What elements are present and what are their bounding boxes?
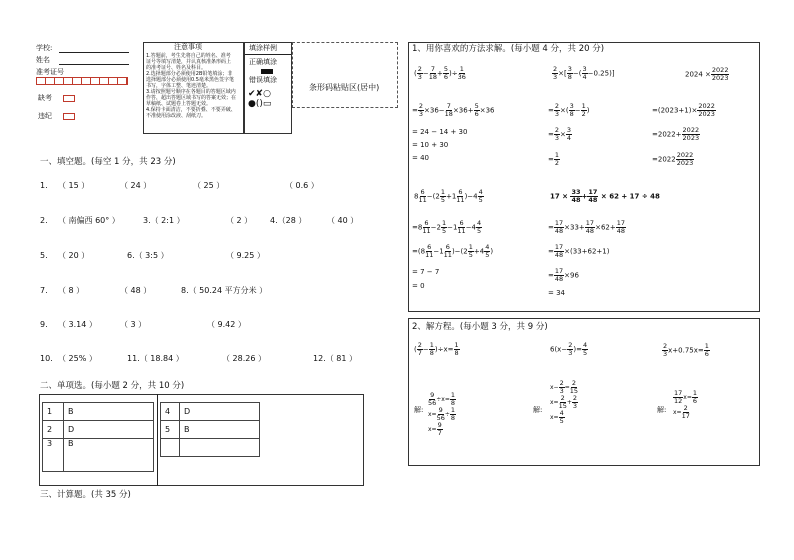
calc2-step3: = $\frac{1}{2}$ xyxy=(548,151,560,167)
section-choice-title: 二、单项选。(每小题 2 分，共 10 分) xyxy=(40,381,185,391)
q2-title: 2、解方程。(每小题 3 分，共 9 分) xyxy=(412,322,548,332)
fill-answer: 8.（ 50.24 平方分米 ） xyxy=(181,286,268,295)
calc1-step3: = 10 + 30 xyxy=(412,141,449,149)
barcode-label: 条形码粘贴区(居中) xyxy=(309,83,380,92)
choice-answer: B xyxy=(64,439,154,472)
choice-table-right xyxy=(160,402,260,457)
notice-line: 选择题部分必须使用0.5毫米黑色签字笔 xyxy=(146,77,234,83)
fill-answer: （ 9.42 ） xyxy=(207,320,246,329)
fill-answer: （ 25 ） xyxy=(193,181,225,190)
calc1-expression: ( $\frac{2}{3}$ − $\frac{7}{18}$ + $\frac{5}{6}$ )÷ $\frac{1}{36}$ xyxy=(414,65,466,81)
notice-line: 不准使用涂改液、刮纸刀。 xyxy=(146,113,207,119)
notice-box xyxy=(143,42,244,134)
fill-answer: 12.（ 81 ） xyxy=(313,354,357,363)
eq1-solve-label: 解: xyxy=(414,406,424,414)
q1-title: 1、用你喜欢的方法求解。(每小题 4 分，共 20 分) xyxy=(412,44,605,54)
calc3-step1: =(2023+1)× $\frac{2022}{2023}$ xyxy=(652,102,715,118)
notice-line: 3.请按照题号顺序在各题目的答题区域内 xyxy=(146,89,236,95)
choice-num: 5 xyxy=(161,421,180,439)
fill-row-label: 2. xyxy=(40,216,48,225)
correct-fill-label: 正确填涂 xyxy=(249,58,277,66)
notice-line: 2.选择题部分必须使用2B铅笔填涂；非 xyxy=(146,71,233,77)
circle-icon: ○ xyxy=(263,89,271,99)
barcode-area xyxy=(292,42,398,108)
choice-num: 1 xyxy=(43,403,64,421)
fill-row-label: 7. xyxy=(40,286,48,295)
fill-row-label: 5. xyxy=(40,251,48,260)
fill-row-label: 10. xyxy=(40,354,53,363)
notice-line: 作答，超出答题区域书写的答案无效；在 xyxy=(146,95,237,101)
fill-answer: （ 南偏西 60° ） xyxy=(58,216,120,225)
eq3-solution: $\frac{17}{12}$ x= $\frac{1}{6}$ x= $\frac{2}{17}$ xyxy=(673,389,697,420)
calc4-expression: 8 $\frac{6}{11}$ −(2 $\frac{1}{5}$ +1 $\frac{6}{11}$ )−4 $\frac{4}{5}$ xyxy=(414,188,483,204)
notice-title: 注意事项 xyxy=(174,43,202,51)
absent-label: 缺考 xyxy=(38,94,52,102)
eq2-solve-label: 解: xyxy=(533,406,543,414)
eq3-solve-label: 解: xyxy=(657,406,667,414)
calc5-step1: = $\frac{17}{48}$ ×33+ $\frac{17}{48}$ ×62+ $\frac{17}{48}$ xyxy=(548,219,625,235)
choice-answer xyxy=(180,439,260,457)
calc2-expression: $\frac{2}{3}$ ×[ $\frac{3}{8}$ −( $\frac{3}{4}$ −0.25)] xyxy=(553,65,615,81)
exam-no-grid xyxy=(36,77,128,85)
calc-answer-box xyxy=(408,42,760,312)
fill-answer: （ 48 ） xyxy=(120,286,152,295)
choice-num: 3 xyxy=(43,439,64,472)
wrong-fill-marks xyxy=(248,89,271,109)
calc1-step1: = $\frac{2}{3}$ ×36− $\frac{7}{18}$ ×36+ $\frac{5}{6}$ ×36 xyxy=(412,102,495,118)
calc4-step4: = 0 xyxy=(412,282,425,290)
calc3-expression: 2024 × $\frac{2022}{2023}$ xyxy=(685,66,729,82)
violation-checkbox[interactable] xyxy=(63,113,75,120)
fill-answer: 4.（28 ） xyxy=(270,216,307,225)
fill-answer: （ 15 ） xyxy=(58,181,90,190)
calc1-step2: = 24 − 14 + 30 xyxy=(412,128,468,136)
fill-answer: 6.（ 3:5 ） xyxy=(127,251,169,260)
filled-dot-icon: ● xyxy=(248,99,256,109)
calc3-step2: =2022+ $\frac{2022}{2023}$ xyxy=(652,126,700,142)
calc5-step2: = $\frac{17}{48}$ ×(33+62+1) xyxy=(548,243,610,259)
section-fill-title: 一、填空题。(每空 1 分，共 23 分) xyxy=(40,157,176,167)
choice-num xyxy=(161,439,180,457)
fill-answer: （ 25% ） xyxy=(58,354,97,363)
notice-line: 4.保持卡面清洁，不要折叠、不要弄破、 xyxy=(146,107,236,113)
choice-table-left xyxy=(42,402,154,472)
calc2-step2: = $\frac{2}{3}$ × $\frac{3}{4}$ xyxy=(548,126,572,142)
fill-answer: （ 0.6 ） xyxy=(285,181,319,190)
calc5-step4: = 34 xyxy=(548,289,565,297)
exam-no-label: 准考证号 xyxy=(36,68,64,76)
calc3-step3: =2022 $\frac{2022}{2023}$ xyxy=(652,151,694,167)
fill-answer: 3.（ 2:1 ） xyxy=(143,216,185,225)
fill-example-label: 填涂样例 xyxy=(249,44,277,52)
eq3-expression: $\frac{2}{3}$ x+0.75x= $\frac{1}{6}$ xyxy=(663,342,709,358)
calc1-step4: = 40 xyxy=(412,154,429,162)
choice-answer: D xyxy=(64,421,154,439)
half-bracket-icon: () xyxy=(255,99,263,109)
name-label: 姓名 xyxy=(36,56,50,64)
check-icon: ✔ xyxy=(248,89,256,99)
eq1-solution: $\frac{9}{56}$ ÷x= $\frac{1}{8}$ x= $\frac{9}{56}$ ÷ $\frac{1}{8}$ x= $\frac{9}{7}$ xyxy=(428,391,456,437)
fill-example-box xyxy=(244,42,292,134)
cross-icon: ✘ xyxy=(255,89,264,99)
fill-answer: （ 3 ） xyxy=(120,320,147,329)
school-label: 学校: xyxy=(36,44,53,52)
fill-answer: （ 28.26 ） xyxy=(222,354,266,363)
notice-line: 的准考证号、姓名及科目。 xyxy=(146,65,207,71)
choice-answer: B xyxy=(64,403,154,421)
slash-icon: ▭ xyxy=(262,99,272,109)
calc5-expression: 17 × $\frac{33}{48}$ + $\frac{17}{48}$ × 62 + 17 ÷ 48 xyxy=(550,188,660,204)
correct-fill-mark xyxy=(261,69,273,74)
calc4-step3: = 7 − 7 xyxy=(412,268,440,276)
choice-answer: D xyxy=(180,403,260,421)
calc2-step1: = $\frac{2}{3}$ ×( $\frac{3}{8}$ − $\frac{1}{2}$ ) xyxy=(548,102,590,118)
fill-row-label: 9. xyxy=(40,320,48,329)
violation-label: 违纪 xyxy=(38,112,52,120)
choice-num: 2 xyxy=(43,421,64,439)
fill-answer: （ 3.14 ） xyxy=(58,320,97,329)
eq2-expression: 6(x− $\frac{2}{3}$ )= $\frac{4}{5}$ xyxy=(550,341,588,357)
absent-checkbox[interactable] xyxy=(63,95,75,102)
calc5-step3: = $\frac{17}{48}$ ×96 xyxy=(548,267,579,283)
fill-answer: （ 40 ） xyxy=(327,216,359,225)
notice-line: 书写，字体工整、笔迹清楚。 xyxy=(146,83,212,89)
notice-line: 1.答题前，考生先将自己的姓名、准考 xyxy=(146,53,231,59)
choice-num: 4 xyxy=(161,403,180,421)
fill-answer: （ 8 ） xyxy=(58,286,85,295)
notice-line: 证号等填写清楚，并认真核准条形码上 xyxy=(146,59,232,65)
notice-line: 草稿纸、试题卷上答题无效。 xyxy=(146,101,212,107)
section-calc-title: 三、计算题。(共 35 分) xyxy=(40,490,131,500)
calc4-step2: =(8 $\frac{6}{11}$ −1 $\frac{6}{11}$ )−(2 $\frac{1}{5}$ +4 $\frac{4}{5}$ ) xyxy=(412,243,494,259)
fill-row-label: 1. xyxy=(40,181,48,190)
header-info-box xyxy=(33,43,143,133)
wrong-fill-label: 错误填涂 xyxy=(249,76,277,84)
eq2-solution: x− $\frac{2}{3}$ = $\frac{2}{15}$ x= $\frac{2}{15}$ + $\frac{2}{3}$ x= $\frac{4}{5}$ xyxy=(550,379,579,425)
fill-answer: （ 24 ） xyxy=(120,181,152,190)
fill-answer: （ 20 ） xyxy=(58,251,90,260)
eq1-expression: ( $\frac{2}{7}$ − $\frac{1}{8}$ )÷x= $\frac{1}{8}$ xyxy=(414,341,459,357)
calc4-step1: =8 $\frac{6}{11}$ −2 $\frac{1}{5}$ −1 $\frac{6}{11}$ −4 $\frac{4}{5}$ xyxy=(412,219,482,235)
fill-answer: （ 2 ） xyxy=(226,216,253,225)
fill-answer: （ 9.25 ） xyxy=(226,251,265,260)
fill-answer: 11.（ 18.84 ） xyxy=(127,354,184,363)
notice-text xyxy=(146,53,242,119)
choice-answer: B xyxy=(180,421,260,439)
